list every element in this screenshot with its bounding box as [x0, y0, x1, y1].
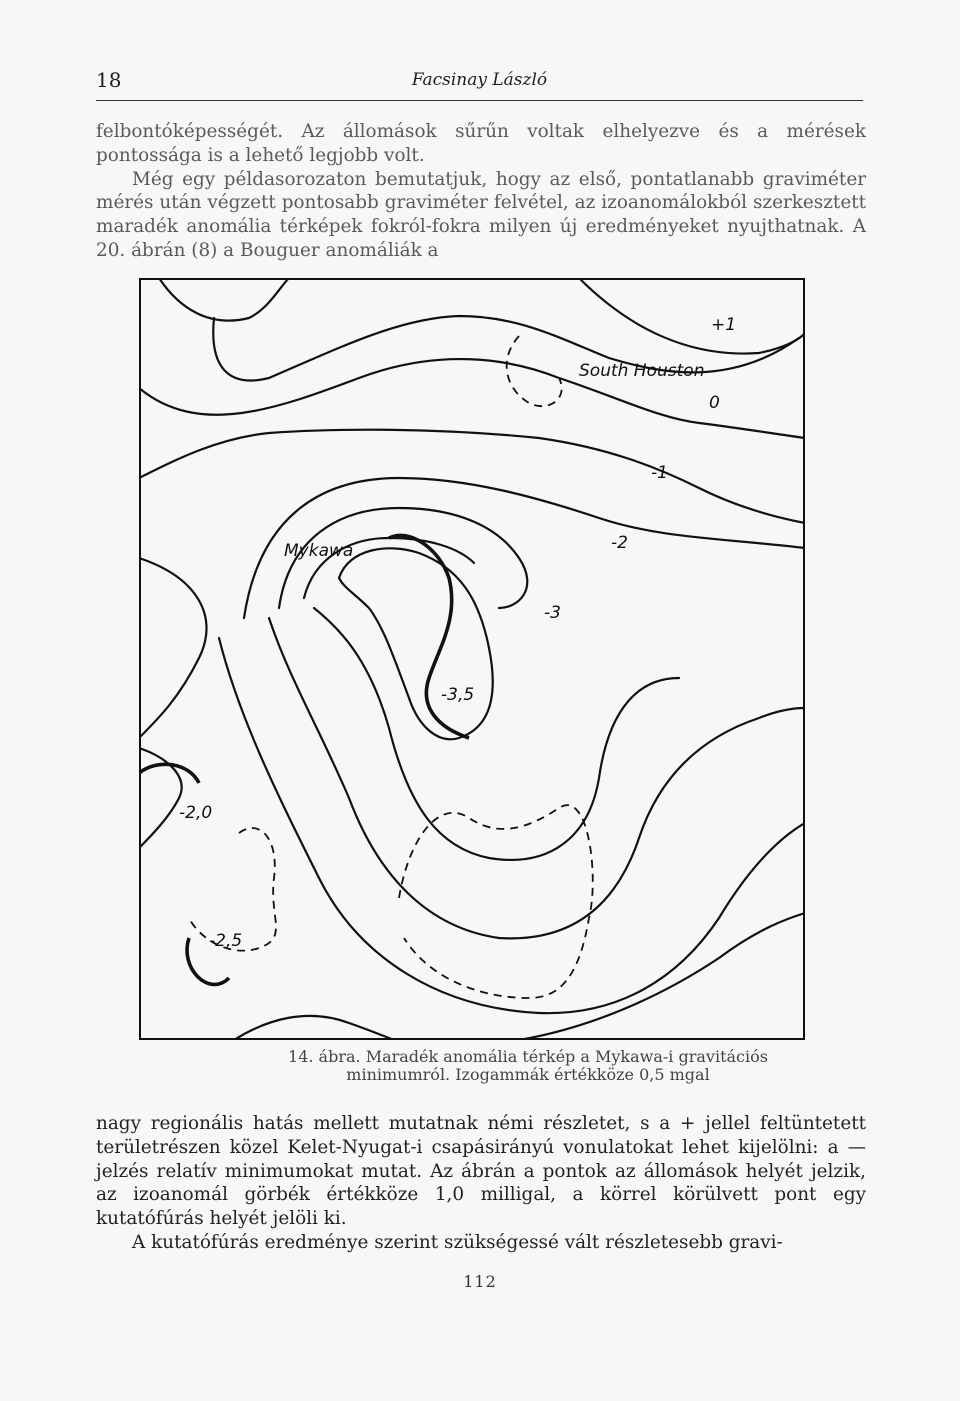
contour-map — [139, 278, 805, 1040]
label-minus35: -3,5 — [441, 685, 475, 705]
contour-minus1 — [139, 430, 805, 523]
hatched-minimums — [139, 535, 469, 984]
page-number: 18 — [96, 68, 122, 92]
label-minus1: -1 — [651, 463, 668, 483]
paragraph-4: A kutatófúrás eredménye szerint szükségessé vált részletesebb gravi- — [132, 1231, 783, 1253]
contour-lines — [139, 278, 805, 1040]
caption-line-1: 14. ábra. Maradék anomália térkép a Mykawa-i gravitációs — [288, 1047, 768, 1066]
label-plus1: +1 — [711, 315, 737, 335]
contour-plus1 — [579, 278, 805, 354]
caption-line-2: minimumról. Izogammák értékköze 0,5 mgal — [346, 1065, 710, 1084]
contour-left-outer-2 — [219, 638, 805, 1013]
map-frame — [140, 279, 804, 1039]
paragraph-1: felbontóképességét. Az állomások sűrűn voltak elhelyezve és a mérések pontossága is a lehető legjobb volt. — [96, 121, 866, 166]
label-minus20: -2,0 — [179, 803, 213, 823]
figure-caption — [268, 1048, 788, 1084]
contour-minus3-loop — [339, 548, 493, 739]
running-head: Facsinay László — [411, 70, 548, 90]
paragraph-bottom — [96, 1112, 866, 1255]
paragraph-3: nagy regionális hatás mellett mutatnak némi részletet, s a + jellel feltüntetett területrészen közel Kelet-Nyugat-i csapásirányú vonulatokat lehet kijelölni: a — jelzés relatív minimumokat mutat. Az ábrán a pontok az állomások helyét jelzik, az izoanomál görbék értékköze 1,0 milligal, a körrel körülvett pont egy kutatófúrás helyét jelöli ki. — [96, 1113, 866, 1230]
label-minus2: -2 — [611, 533, 628, 553]
contour-left-tongue — [314, 608, 679, 860]
paragraph-top — [96, 120, 866, 263]
label-minus25: -2,5 — [209, 931, 243, 951]
contour-minus15 — [139, 558, 207, 738]
label-zero: 0 — [709, 393, 720, 413]
label-minus3: -3 — [544, 603, 561, 623]
page-footer-code: 112 — [463, 1272, 497, 1291]
dashed-lower-loop — [399, 805, 593, 998]
contour-top-left — [159, 278, 289, 321]
paragraph-2: Még egy példasorozaton bemutatjuk, hogy az első, pontatlanabb graviméter mérés után végzett pontosabb graviméter felvétel, az izoanomálokból szerkesztett maradék anomália térképek fokról-fokra milyen új eredményeket nyujthatnak. A 20. ábrán (8) a Bouguer anomáliák a — [96, 168, 866, 261]
hatch-minus35 — [389, 535, 469, 738]
dashed-south-houston — [507, 336, 562, 406]
contour-left-outer — [269, 618, 805, 938]
contour-bottom-curve — [234, 1016, 394, 1040]
label-south-houston: South Houston — [579, 361, 705, 381]
page-header — [96, 64, 863, 101]
contour-map-figure — [139, 278, 805, 1040]
label-mykawa: Mykawa — [284, 541, 354, 561]
contour-zero — [139, 359, 805, 438]
hatch-minus2 — [139, 764, 199, 783]
map-labels — [179, 315, 736, 951]
